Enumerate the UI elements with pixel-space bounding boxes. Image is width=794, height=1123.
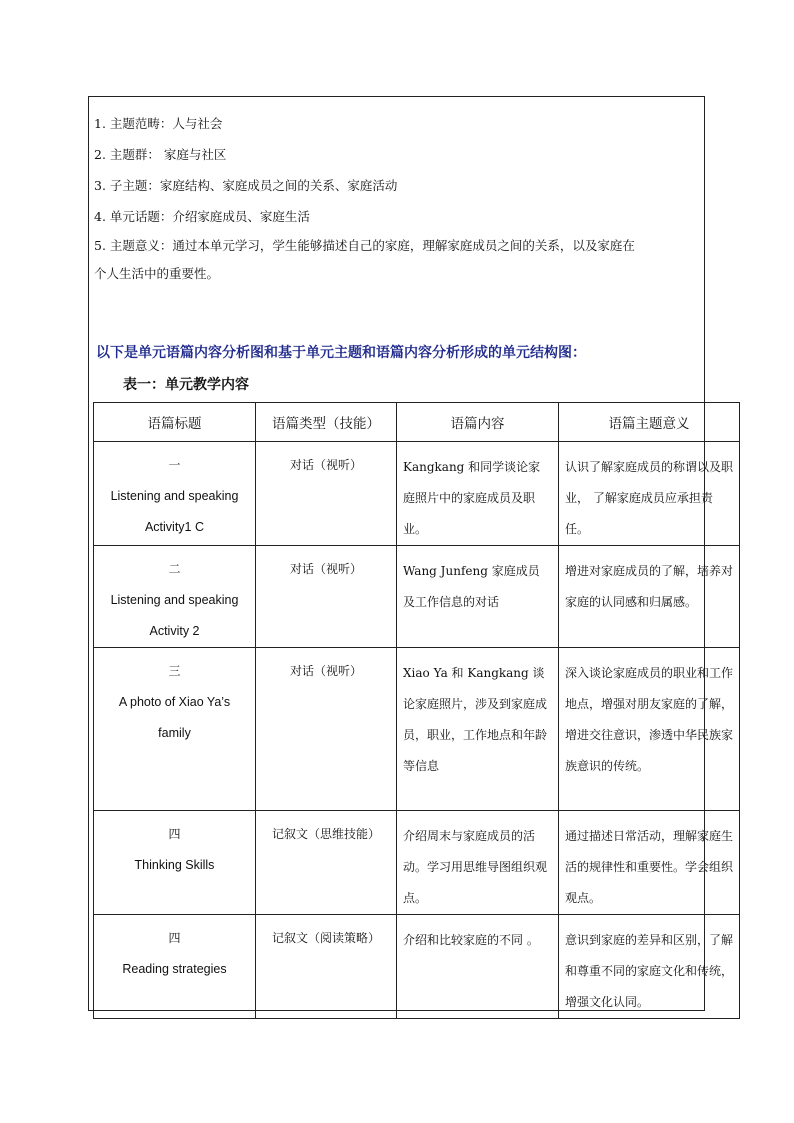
- intro-line: 5. 主题意义：通过本单元学习，学生能够描述自己的家庭，理解家庭成员之间的关系，以及家庭在: [94, 238, 635, 253]
- unit-number: 二: [168, 562, 181, 576]
- content-cell: Xiao Ya 和 Kangkang 谈论家庭照片，涉及到家庭成员，职业，工作地点和年龄等信息: [397, 648, 559, 811]
- unit-title: Activity1 C: [144, 520, 205, 534]
- header-cell: 语篇标题: [94, 403, 256, 442]
- unit-number: 三: [168, 664, 181, 678]
- theme-intro: [94, 108, 704, 288]
- unit-title: Reading strategies: [122, 962, 227, 976]
- unit-title: Listening and speaking: [110, 593, 239, 607]
- intro-line: 3. 子主题：家庭结构、家庭成员之间的关系、家庭活动: [94, 178, 398, 193]
- content-cell: Wang Junfeng 家庭成员及工作信息的对话: [397, 546, 559, 648]
- unit-number: 四: [168, 827, 181, 841]
- meaning-cell: 深入谈论家庭成员的职业和工作地点，增强对朋友家庭的了解，增进交往意识，渗透中华民族家族意识的传统。: [559, 648, 740, 811]
- type-cell: 对话（视听）: [256, 442, 397, 546]
- unit-title: family: [158, 726, 191, 740]
- title-cell: [94, 546, 256, 648]
- unit-number: 一: [168, 458, 181, 472]
- intro-line: 4. 单元话题：介绍家庭成员、家庭生活: [94, 209, 310, 224]
- header-cell: 语篇主题意义: [559, 403, 740, 442]
- unit-title: Thinking Skills: [134, 858, 215, 872]
- meaning-cell: 意识到家庭的差异和区别，了解和尊重不同的家庭文化和传统，增强文化认同。: [559, 915, 740, 1019]
- table-row: [94, 546, 740, 648]
- intro-line: 1. 主题范畴：人与社会: [94, 116, 223, 131]
- type-cell: 记叙文（思维技能）: [256, 811, 397, 915]
- title-cell: [94, 442, 256, 546]
- unit-content-table: [93, 402, 740, 1019]
- title-cell: [94, 811, 256, 915]
- header-cell: 语篇类型（技能）: [256, 403, 397, 442]
- title-cell: [94, 648, 256, 811]
- meaning-cell: 通过描述日常活动，理解家庭生活的规律性和重要性。学会组织观点。: [559, 811, 740, 915]
- content-cell: Kangkang 和同学谈论家庭照片中的家庭成员及职业。: [397, 442, 559, 546]
- meaning-cell: 认识了解家庭成员的称谓以及职业， 了解家庭成员应承担责任。: [559, 442, 740, 546]
- meaning-cell: 增进对家庭成员的了解，培养对家庭的认同感和归属感。: [559, 546, 740, 648]
- type-cell: 记叙文（阅读策略）: [256, 915, 397, 1019]
- content-cell: 介绍和比较家庭的不同 。: [397, 915, 559, 1019]
- content-cell: 介绍周末与家庭成员的活动。学习用思维导图组织观点。: [397, 811, 559, 915]
- table-row: [94, 442, 740, 546]
- table-title: 表一：单元教学内容: [123, 377, 249, 393]
- type-cell: 对话（视听）: [256, 546, 397, 648]
- unit-number: 四: [168, 931, 181, 945]
- type-cell: 对话（视听）: [256, 648, 397, 811]
- unit-title: Listening and speaking: [110, 489, 239, 503]
- header-cell: 语篇内容: [397, 403, 559, 442]
- section-heading: 以下是单元语篇内容分析图和基于单元主题和语篇内容分析形成的单元结构图：: [96, 345, 586, 361]
- table-header-row: [94, 403, 740, 442]
- unit-title: Activity 2: [149, 624, 200, 638]
- table-row: [94, 915, 740, 1019]
- table-row: [94, 811, 740, 915]
- unit-title: A photo of Xiao Ya’s: [118, 695, 231, 709]
- intro-line: 2. 主题群： 家庭与社区: [94, 147, 227, 162]
- title-cell: [94, 915, 256, 1019]
- intro-line: 个人生活中的重要性。: [94, 266, 220, 281]
- table-row: [94, 648, 740, 811]
